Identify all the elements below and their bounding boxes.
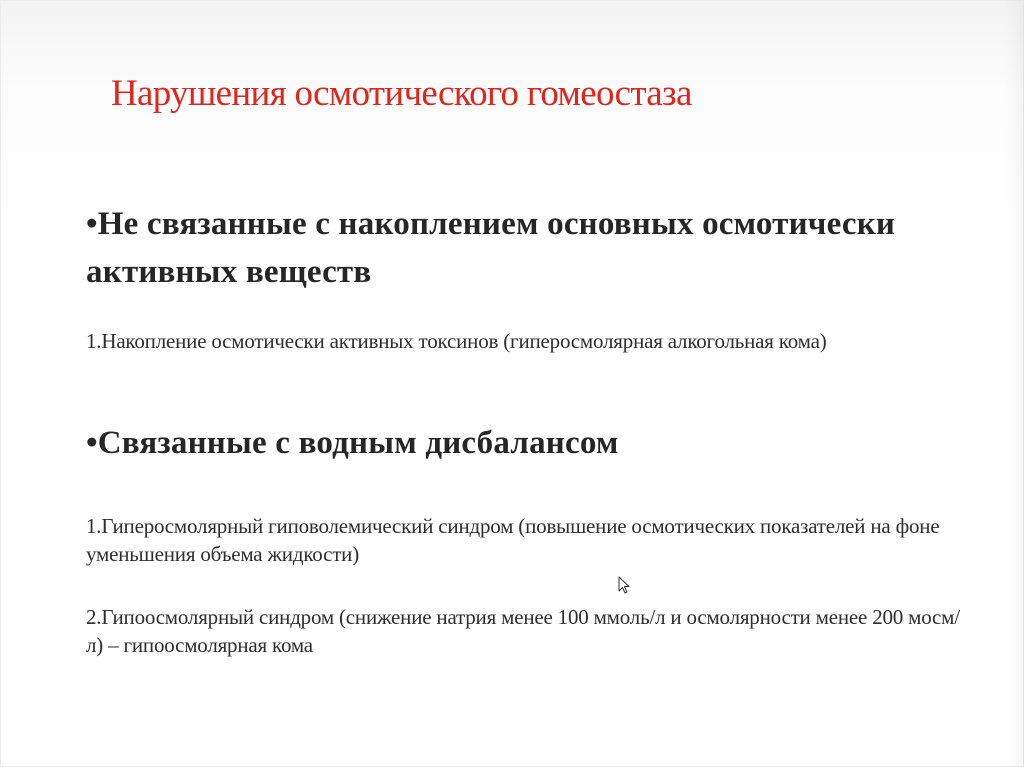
list-item-hyperosmolar-syndrome: 1.Гиперосмолярный гиповолемический синдром (повышение осмотических показателей на фоне уменьшения объема жидкости) xyxy=(86,514,940,566)
list-item-toxin-accumulation: 1.Накопление осмотически активных токсинов (гиперосмолярная алкогольная кома) xyxy=(86,329,827,353)
section-heading-water-imbalance: •Связанные с водным дисбалансом xyxy=(86,425,619,461)
list-item-hypoosmolar-syndrome: 2.Гипоосмолярный синдром (снижение натрия менее 100 ммоль/л и осмолярности менее 200 мосм/л) – гипоосмолярная кома xyxy=(86,605,960,657)
slide-edge-shadow xyxy=(1006,0,1024,767)
section-heading-non-accumulation: •Не связанные с накоплением основных осмотически активных веществ xyxy=(86,206,896,290)
mouse-pointer-icon xyxy=(618,576,630,594)
slide-title: Нарушения осмотического гомеостаза xyxy=(111,73,692,114)
